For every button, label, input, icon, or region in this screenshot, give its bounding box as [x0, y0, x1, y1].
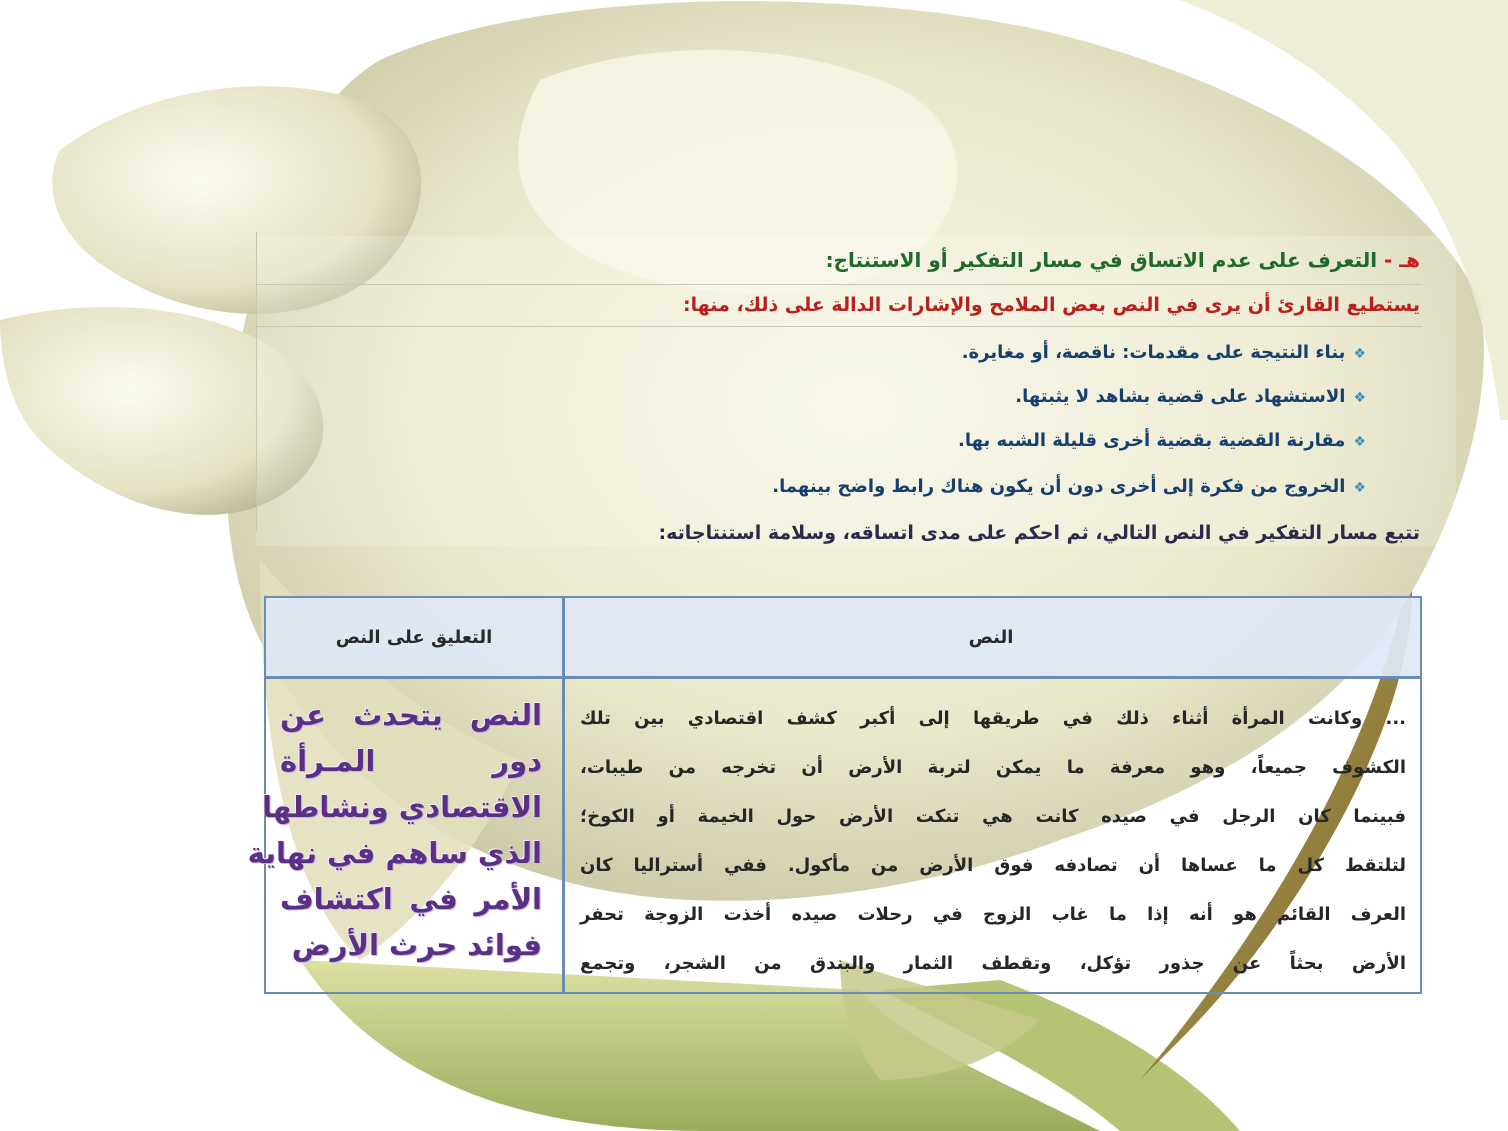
- diamond-bullet-icon: ❖: [1353, 346, 1366, 362]
- section-heading-text: التعرف على عدم الاتساق في مسار التفكير أو الاستنتاج:: [825, 248, 1378, 272]
- list-item-text: مقارنة القضية بقضية أخرى قليلة الشبه بها.: [958, 430, 1346, 451]
- comment-line: الاقتصادي ونشاطها: [261, 790, 542, 824]
- passage-line: لتلتقط كل ما عساها أن تصادفه فوق الأرض من مأكول. ففي أستراليا كان: [580, 855, 1406, 876]
- comment-line: دور المـرأة: [280, 744, 542, 778]
- list-item-text: بناء النتيجة على مقدمات: ناقصة، أو مغايرة.: [961, 342, 1346, 363]
- comment-line: الأمر في اكتشاف: [280, 882, 542, 916]
- list-item-text: الاستشهاد على قضية بشاهد لا يثبتها.: [1015, 386, 1346, 407]
- comment-line: النص يتحدث عن: [280, 698, 542, 732]
- passage-line: الكشوف جميعاً، وهو معرفة ما يمكن لتربة الأرض أن تخرجه من طيبات،: [580, 757, 1406, 778]
- exercise-instruction: تتبع مسار التفكير في النص التالي، ثم احكم على مدى اتساقه، وسلامة استنتاجاته:: [658, 522, 1420, 544]
- comment-line: الذي ساهم في نهاية: [247, 836, 542, 870]
- passage-cell: [580, 694, 1406, 988]
- section-heading: [826, 248, 1420, 272]
- table-header-text: النص: [562, 598, 1420, 676]
- heading-rule: [256, 284, 1422, 285]
- diamond-bullet-icon: ❖: [1353, 434, 1366, 450]
- intro-rule: [256, 326, 1422, 327]
- table-header-comment: التعليق على النص: [266, 598, 562, 676]
- margin-rule-vertical: [256, 232, 257, 532]
- comment-cell: [247, 692, 542, 968]
- diamond-bullet-icon: ❖: [1353, 480, 1366, 496]
- section-marker: هـ -: [1384, 248, 1420, 272]
- passage-line: العرف القائم هو أنه إذا ما غاب الزوج في رحلات صيده أخذت الزوجة تحفر: [580, 904, 1406, 925]
- diamond-bullet-icon: ❖: [1353, 390, 1366, 406]
- list-item: [962, 342, 1366, 363]
- passage-line: ... وكانت المرأة أثناء ذلك في طريقها إلى أكبر كشف اقتصادي بين تلك: [580, 708, 1406, 729]
- passage-line: الأرض بحثاً عن جذور تؤكل، وتقطف الثمار والبندق من الشجر، وتجمع: [580, 953, 1406, 974]
- intro-sentence: يستطيع القارئ أن يرى في النص بعض الملامح والإشارات الدالة على ذلك، منها:: [683, 294, 1420, 316]
- table-column-divider: [562, 598, 565, 992]
- table-header-divider: [266, 676, 1420, 679]
- passage-line: فبينما كان الرجل في صيده كانت هي تنكت الأرض حول الخيمة أو الكوخ؛: [580, 806, 1406, 827]
- comment-line: فوائد حرث الأرض: [291, 928, 542, 962]
- passage-table: [247, 596, 1422, 994]
- list-item: [1015, 386, 1366, 407]
- list-item: [958, 430, 1366, 451]
- list-item: [772, 476, 1366, 497]
- list-item-text: الخروج من فكرة إلى أخرى دون أن يكون هناك رابط واضح بينهما.: [772, 476, 1346, 497]
